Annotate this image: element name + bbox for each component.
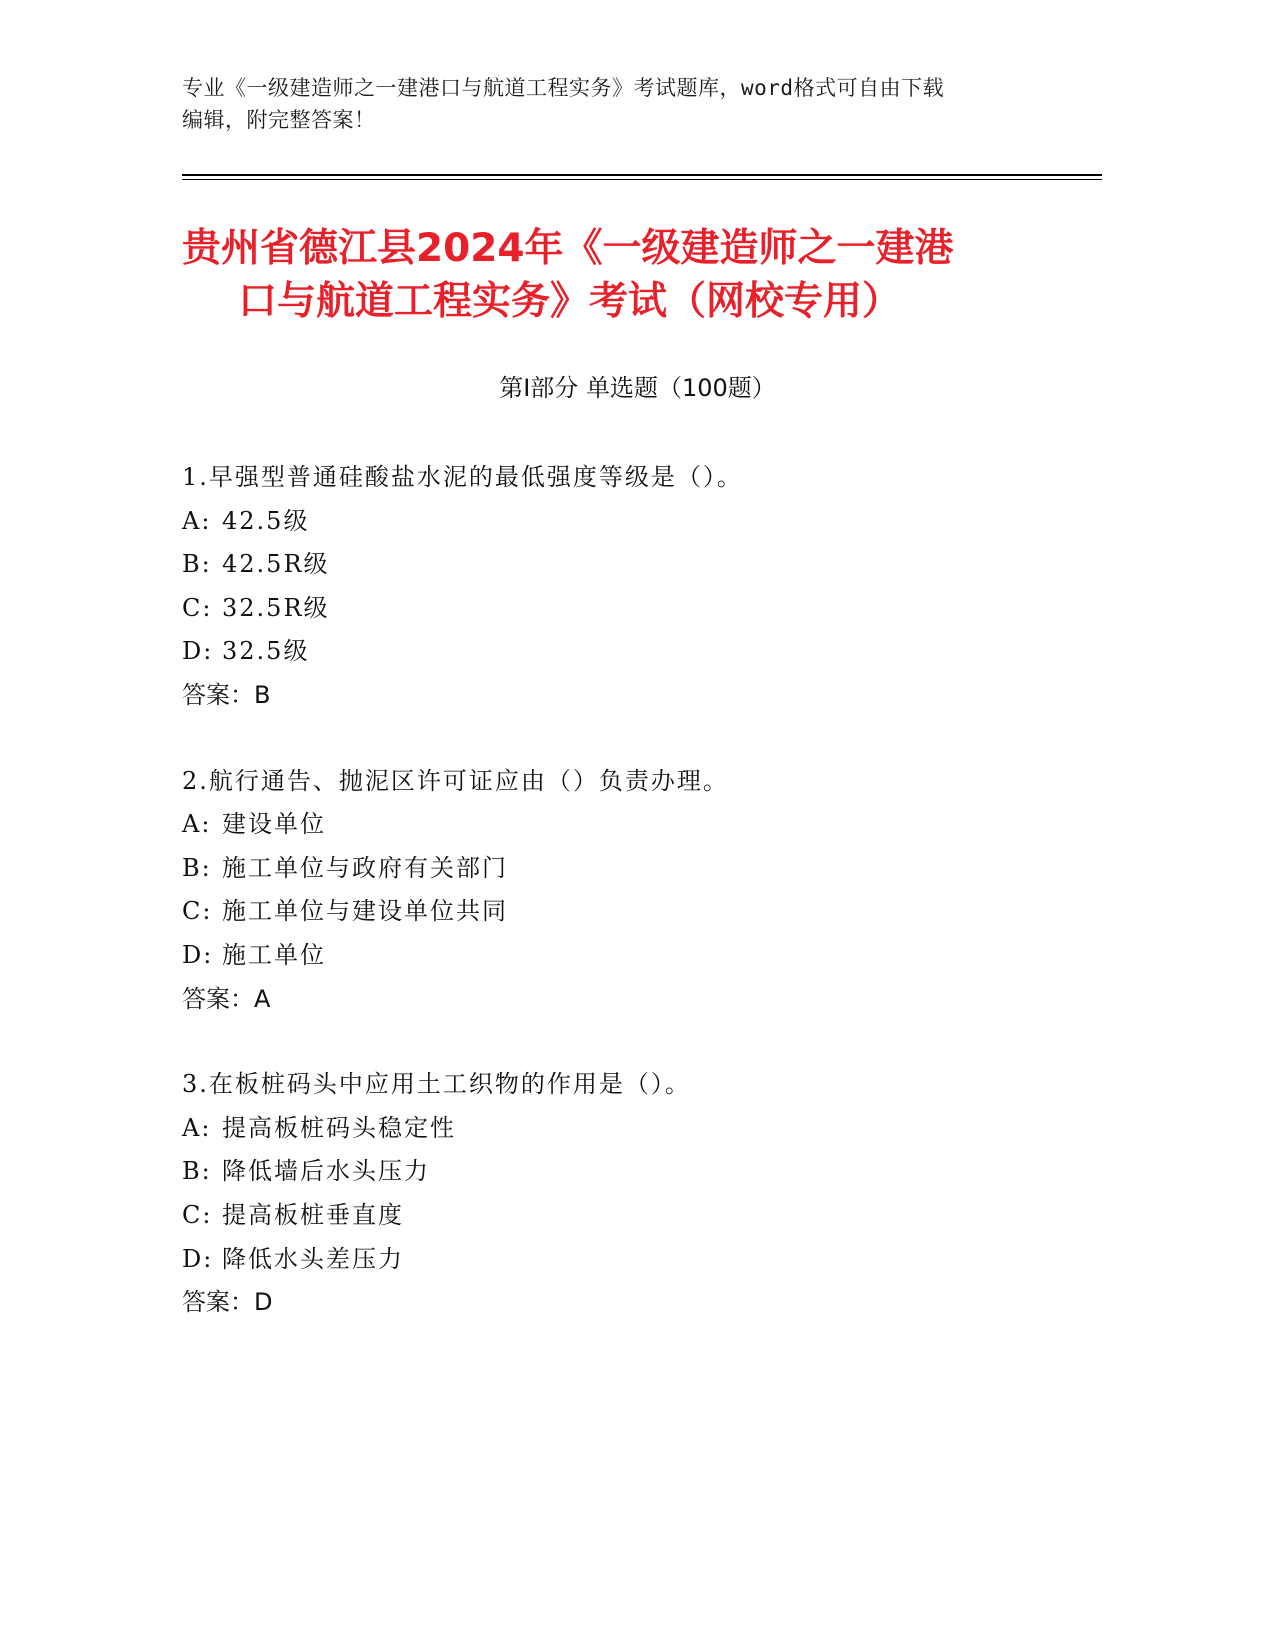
option-text: 提高板桩垂直度 (222, 1200, 404, 1229)
option-text: 32.5级 (222, 637, 310, 666)
option-d (182, 1238, 1082, 1282)
option-text: 施工单位与建设单位共同 (222, 897, 508, 926)
answer: 答案：D (182, 1288, 273, 1317)
option-key: C: (182, 593, 213, 622)
document-title-line2: 口与航道工程实务》考试（网校专用） (238, 279, 902, 324)
option-key: B: (182, 853, 212, 882)
question-3 (182, 1063, 1082, 1325)
option-text: 提高板桩码头稳定性 (222, 1113, 456, 1142)
option-c (182, 1194, 1082, 1238)
question-stem: 3.在板桩码头中应用土工织物的作用是（）。 (182, 1070, 691, 1099)
header-note-line1: 专业《一级建造师之一建港口与航道工程实务》考试题库，word格式可自由下载 (182, 76, 945, 100)
option-text: 降低墙后水头压力 (222, 1157, 430, 1186)
option-text: 建设单位 (222, 810, 326, 839)
option-key: A: (182, 810, 212, 839)
question-list (182, 456, 1082, 1367)
option-a (182, 1107, 1082, 1151)
document-title (182, 222, 1082, 328)
header-divider-thick (182, 174, 1102, 176)
option-key: D: (182, 637, 214, 666)
header-divider-thin (182, 179, 1102, 180)
option-key: C: (182, 897, 213, 926)
option-text: 施工单位与政府有关部门 (222, 853, 508, 882)
option-key: B: (182, 550, 212, 579)
option-d (182, 630, 1082, 674)
option-b (182, 543, 1082, 587)
header-note (182, 72, 1062, 136)
option-a (182, 803, 1082, 847)
section-title: 第Ⅰ部分 单选题（100题） (499, 374, 776, 402)
option-key: C: (182, 1200, 213, 1229)
option-text: 施工单位 (222, 940, 326, 969)
option-key: B: (182, 1157, 212, 1186)
option-c (182, 587, 1082, 631)
question-stem: 2.航行通告、抛泥区许可证应由（）负责办理。 (182, 766, 729, 795)
option-text: 42.5级 (222, 506, 310, 535)
answer: 答案：A (182, 984, 271, 1013)
question-1 (182, 456, 1082, 718)
option-a (182, 500, 1082, 544)
question-stem: 1.早强型普通硅酸盐水泥的最低强度等级是（）。 (182, 463, 743, 491)
question-2 (182, 760, 1082, 1022)
answer: 答案：B (182, 680, 271, 709)
option-text: 32.5R级 (222, 593, 330, 622)
document-title-line1: 贵州省德江县2024年《一级建造师之一建港 (182, 226, 954, 271)
option-b (182, 1150, 1082, 1194)
option-key: D: (182, 1244, 214, 1273)
option-text: 降低水头差压力 (222, 1244, 404, 1273)
option-key: D: (182, 940, 214, 969)
option-d (182, 934, 1082, 978)
header-note-line2: 编辑，附完整答案！ (182, 108, 376, 132)
option-text: 42.5R级 (222, 550, 330, 579)
option-key: A: (182, 1113, 212, 1142)
option-c (182, 890, 1082, 934)
option-key: A: (182, 506, 212, 535)
option-b (182, 847, 1082, 891)
